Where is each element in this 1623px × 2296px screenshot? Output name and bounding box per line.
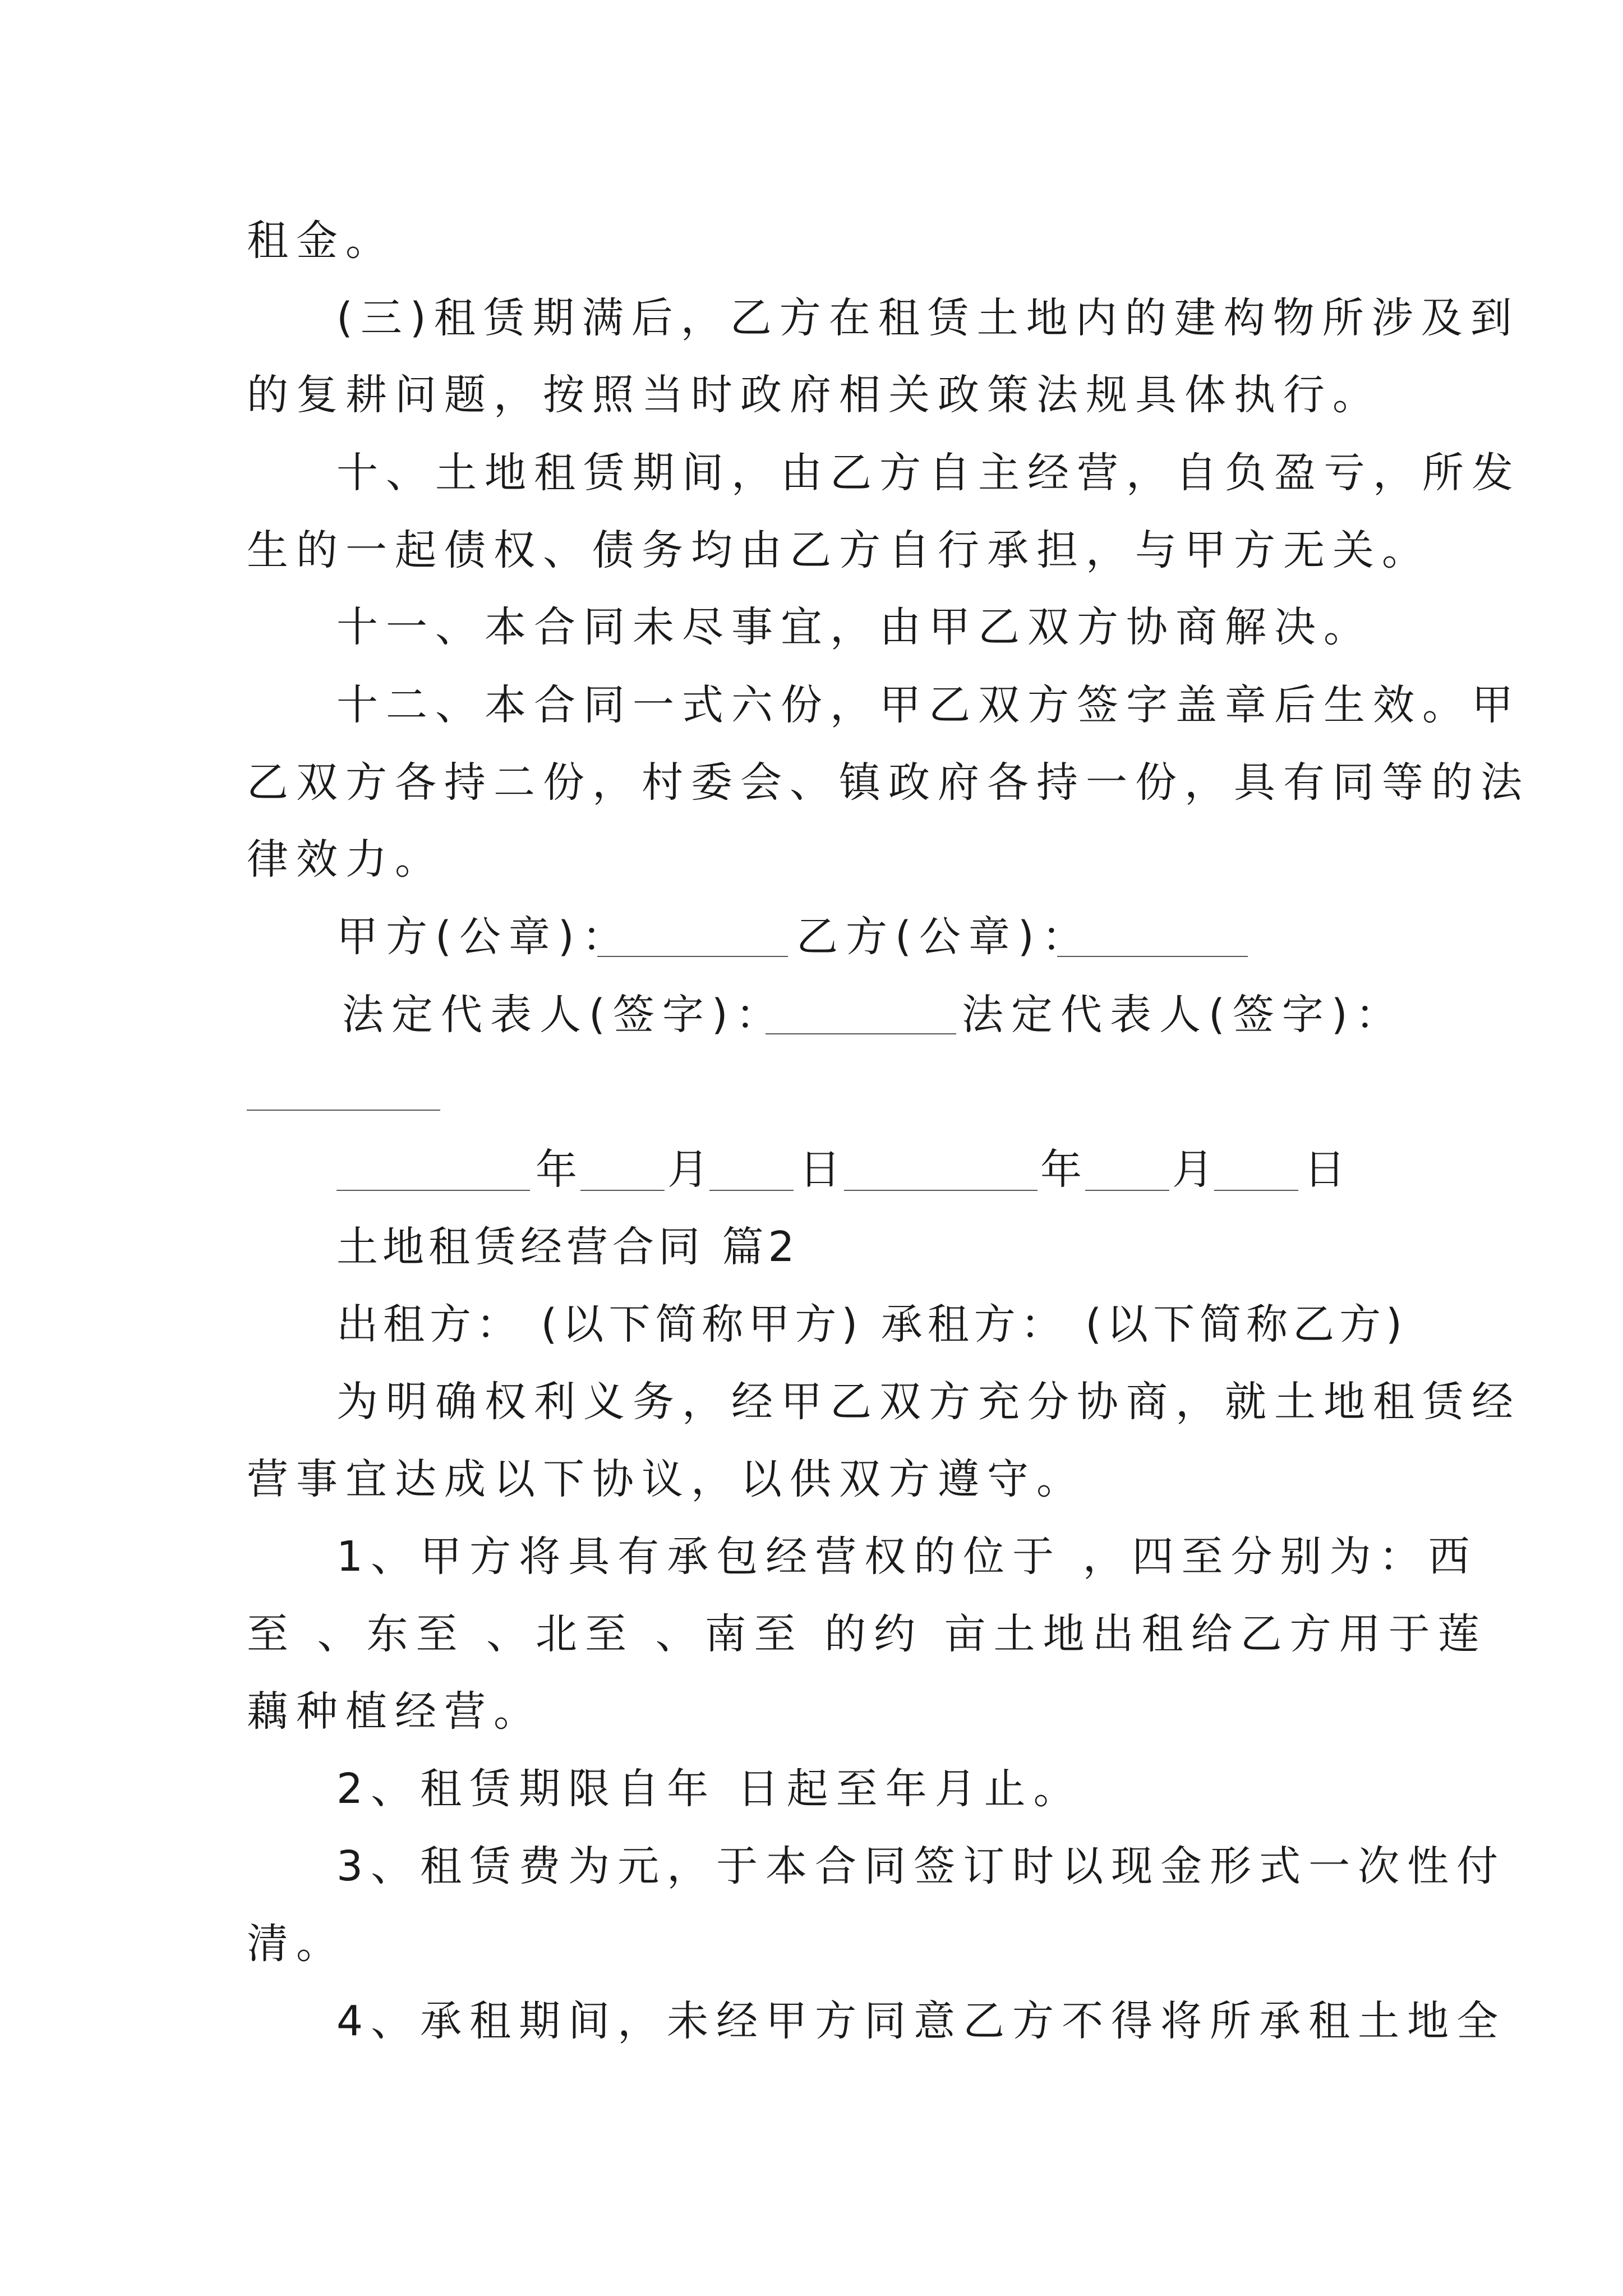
paragraph-line: 律效力。	[247, 835, 444, 884]
paragraph-line: 3、租赁费为元，于本合同签订时以现金形式一次性付	[336, 1842, 1506, 1890]
paragraph-line: 营事宜达成以下协议，以供双方遵守。	[247, 1455, 1086, 1503]
paragraph-line: 4、承租期间，未经甲方同意乙方不得将所承租土地全	[336, 1997, 1506, 2045]
section-parties: 出租方： (以下简称甲方) 承租方： (以下简称乙方)	[336, 1300, 1408, 1349]
paragraph-line: 十、土地租赁期间，由乙方自主经营，自负盈亏，所发	[336, 449, 1521, 497]
section-title: 土地租赁经营合同 篇2	[336, 1223, 799, 1271]
rep-a-blank	[766, 1033, 956, 1034]
date-b-day-label: 日	[1304, 1145, 1353, 1194]
paragraph-line: 至 、东至 、北至 、南至 的约 亩土地出租给乙方用于莲	[247, 1610, 1487, 1658]
paragraph-line: 的复耕问题，按照当时政府相关政策法规具体执行。	[247, 371, 1382, 419]
paragraph-line: 1、甲方将具有承包经营权的位于 ，四至分别为：西	[336, 1533, 1478, 1581]
party-a-seal-blank	[597, 956, 788, 957]
paragraph-line: 乙双方各持二份，村委会、镇政府各持一份，具有同等的法	[247, 758, 1530, 807]
paragraph-line: (三)租赁期满后，乙方在租赁土地内的建构物所涉及到	[336, 294, 1520, 342]
paragraph-line: 为明确权利义务，经甲乙双方充分协商，就土地租赁经	[336, 1378, 1521, 1426]
date-b-month-blank	[1085, 1190, 1169, 1191]
rep-b-blank	[247, 1110, 440, 1111]
paragraph-line: 藕种植经营。	[247, 1687, 543, 1736]
party-b-seal-label: 乙方(公章)：	[796, 913, 1091, 961]
paragraph-line: 2、租赁期限自年 日起至年月止。	[336, 1765, 1083, 1813]
paragraph-line: 租金。	[247, 217, 395, 265]
paragraph-line: 十二、本合同一式六份，甲乙双方签字盖章后生效。甲	[336, 681, 1521, 729]
date-a-year-blank	[336, 1190, 530, 1191]
rep-a-label: 法定代表人(签字)：	[342, 991, 785, 1039]
date-a-day-label: 日	[799, 1145, 849, 1194]
party-b-seal-blank	[1057, 956, 1248, 957]
paragraph-line: 生的一起债权、债务均由乙方自行承担，与甲方无关。	[247, 526, 1431, 574]
date-a-day-blank	[709, 1190, 794, 1191]
date-b-year-blank	[844, 1190, 1038, 1191]
date-b-year-label: 年	[1040, 1145, 1090, 1194]
paragraph-line: 清。	[247, 1920, 345, 1968]
date-a-month-label: 月	[667, 1145, 717, 1194]
rep-b-label: 法定代表人(签字)：	[962, 991, 1405, 1039]
date-b-day-blank	[1214, 1190, 1298, 1191]
party-a-seal-label: 甲方(公章)：	[336, 913, 631, 961]
date-a-month-blank	[580, 1190, 665, 1191]
date-a-year-label: 年	[536, 1145, 585, 1194]
paragraph-line: 十一、本合同未尽事宜，由甲乙双方协商解决。	[336, 603, 1373, 651]
date-b-month-label: 月	[1172, 1145, 1221, 1194]
